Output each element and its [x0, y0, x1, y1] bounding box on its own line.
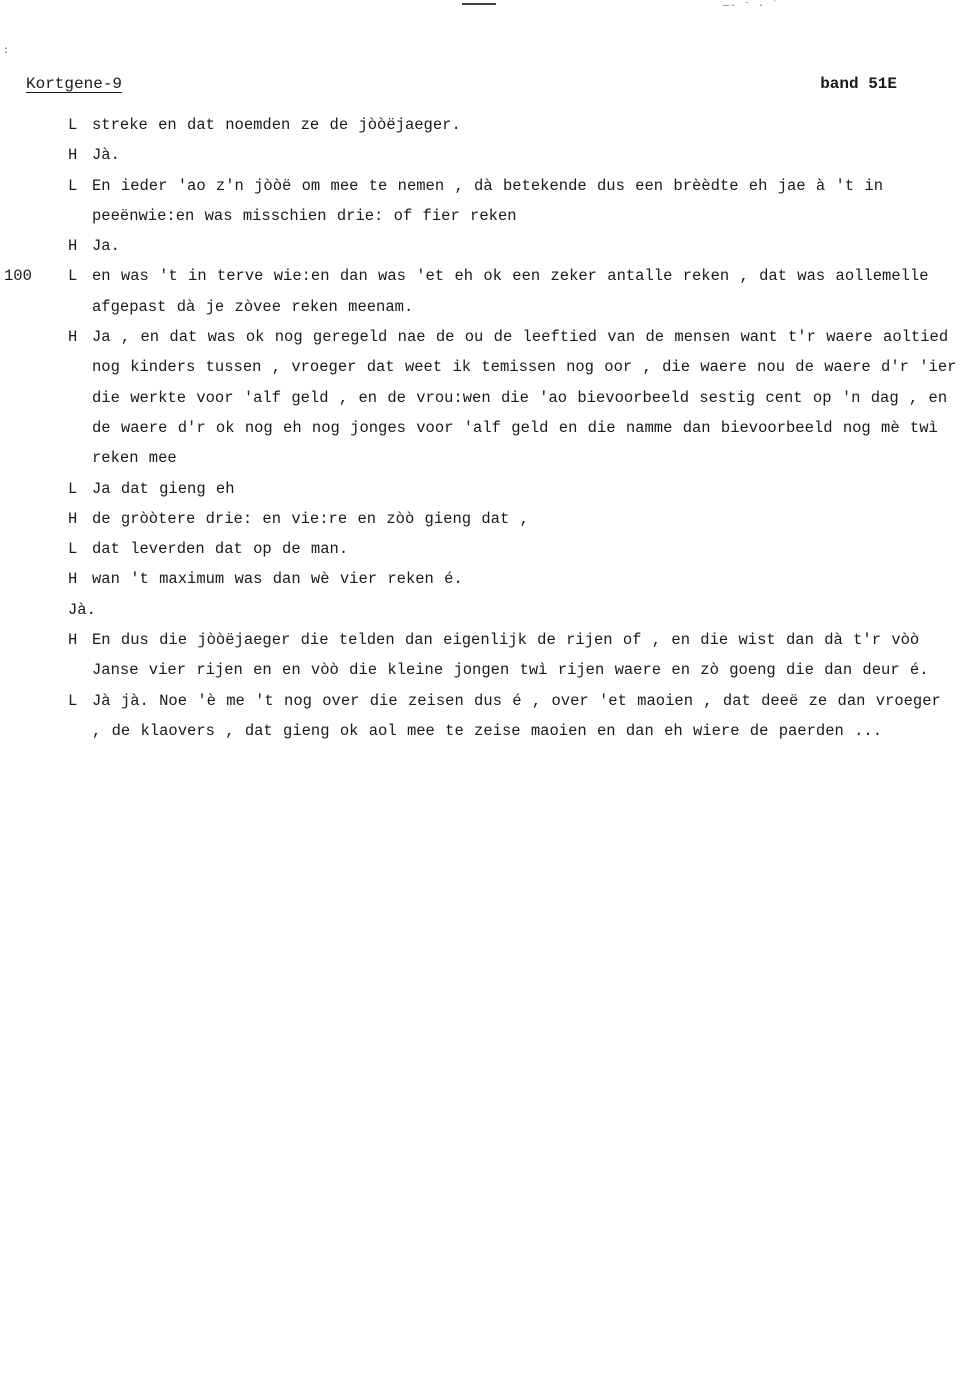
band-label: band 51E [820, 75, 897, 93]
line-number: 100 [4, 267, 32, 286]
speaker-label: L [68, 176, 78, 195]
transcript-body [0, 110, 979, 746]
utterance-text: Ja , en dat was ok nog geregeld nae de ou de leeftied van de mensen want t'r waere aoltied nog kinders tussen , vroeger dat weet ik temissen nog oor , die waere nou de waere d'r 'ier die werkte voor 'alf geld , en de vrou:wen die 'ao bievoorbeeld sestig cent op 'n dag , en de waere d'r ok nog eh nog jonges voor 'alf geld en die namme dan bievoorbeeld nog mè twì reken mee [92, 328, 957, 468]
transcript-turn [0, 231, 979, 261]
speaker-label: L [68, 479, 78, 498]
transcript-turn [0, 110, 979, 140]
speaker-label: H [68, 237, 78, 256]
document-title: Kortgene-9 [26, 75, 123, 93]
utterance-text: Jà. [68, 600, 96, 619]
transcript-turn [0, 322, 979, 473]
transcript-turn [0, 625, 979, 686]
scan-specks: —- ⁻ · ˙ [723, 1, 780, 12]
transcript-turn [0, 171, 979, 232]
utterance-text: de gròòtere drie: en vie:re en zòò gieng dat , [92, 509, 529, 528]
utterance-text: Ja. [92, 237, 120, 256]
transcript-turn [0, 595, 979, 625]
top-rule-mark [462, 3, 496, 5]
speaker-label: L [68, 116, 78, 134]
margin-marks: : [3, 46, 10, 57]
transcript-turn [0, 564, 979, 594]
transcript-turn [0, 140, 979, 170]
utterance-text: dat leverden dat op de man. [92, 540, 349, 559]
utterance-text: Jà. [92, 146, 120, 165]
speaker-label: L [68, 691, 78, 710]
speaker-label: L [68, 540, 78, 559]
utterance-text: En ieder 'ao z'n jòòë om mee te nemen , dà betekende dus een brèèdte eh jae à 't in peeënwie:en was misschien drie: of fier reken [92, 176, 884, 225]
speaker-label: H [68, 146, 78, 165]
utterance-text: wan 't maximum was dan wè vier reken é. [92, 570, 463, 589]
transcript-turn [0, 261, 979, 322]
transcript-turn [0, 474, 979, 504]
utterance-text: streke en dat noemden ze de jòòëjaeger. [92, 116, 461, 134]
speaker-label: H [68, 570, 78, 589]
transcript-turn [0, 686, 979, 747]
speaker-label: L [68, 267, 78, 286]
utterance-text: en was 't in terve wie:en dan was 'et eh ok een zeker antalle reken , dat was aollemelle afgepast dà je zòvee reken meenam. [92, 267, 929, 316]
transcript-turn [0, 534, 979, 564]
speaker-label: H [68, 328, 78, 347]
utterance-text: Ja dat gieng eh [92, 479, 235, 498]
speaker-label: H [68, 509, 78, 528]
utterance-text: Jà jà. Noe 'è me 't nog over die zeisen dus é , over 'et maoien , dat deeë ze dan vroeger , de klaovers , dat gieng ok aol mee te zeise maoien en dan eh wiere de paerden ... [92, 691, 941, 740]
utterance-text: En dus die jòòëjaeger die telden dan eigenlijk de rijen of , en die wist dan dà t'r vòò Janse vier rijen en en vòò die kleine jongen twì rijen waere en zò goeng die dan deur é. [92, 631, 929, 680]
speaker-label: H [68, 631, 78, 650]
transcript-turn [0, 504, 979, 534]
